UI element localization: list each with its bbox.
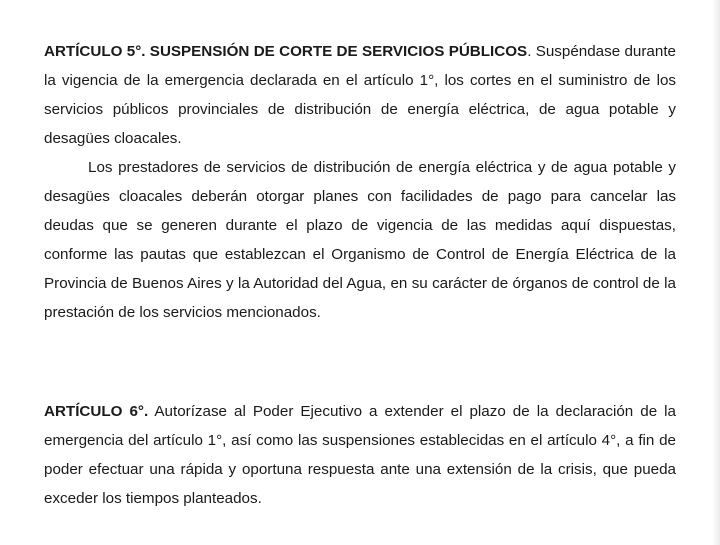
article-5-heading-period: .: [527, 43, 532, 60]
article-6-paragraph-1-text: Autorízase al Poder Ejecutivo a extender el plazo de la declaración de la emergencia del artículo 1°, así como las suspensiones establecidas en el artículo 4°, a fin de poder efectuar una rápida y oportuna respuesta ante una extensión de la crisis, que pueda exceder los tiempos planteados.: [44, 403, 676, 507]
article-5-paragraph-1-text: Suspéndase durante la vigencia de la emergencia declarada en el artículo 1°, los cortes en el suministro de los servicios públicos provinciales de distribución de energía eléctrica, de agua potable y desagües cloacales.: [44, 43, 676, 147]
article-5-heading: ARTÍCULO 5°. SUSPENSIÓN DE CORTE DE SERVICIOS PÚBLICOS: [44, 43, 528, 60]
article-5-paragraph-2: Los prestadores de servicios de distribución de energía eléctrica y de agua potable y desagües cloacales deberán otorgar planes con facilidades de pago para cancelar las deudas que se generen durante el plazo de vigencia de las medidas aquí dispuestas, conforme las pautas que establezcan el Organismo de Control de Energía Eléctrica de la Provincia de Buenos Aires y la Autoridad del Agua, en su carácter de órganos de control de la prestación de los servicios mencionados.: [44, 159, 676, 321]
article-5-paragraph-1: [44, 37, 676, 153]
article-6-heading: ARTÍCULO 6°.: [44, 403, 149, 420]
article-5: [44, 37, 676, 327]
article-6-paragraph-1: [44, 397, 676, 513]
page-edge-shadow: [712, 0, 720, 545]
article-6: [44, 397, 676, 513]
